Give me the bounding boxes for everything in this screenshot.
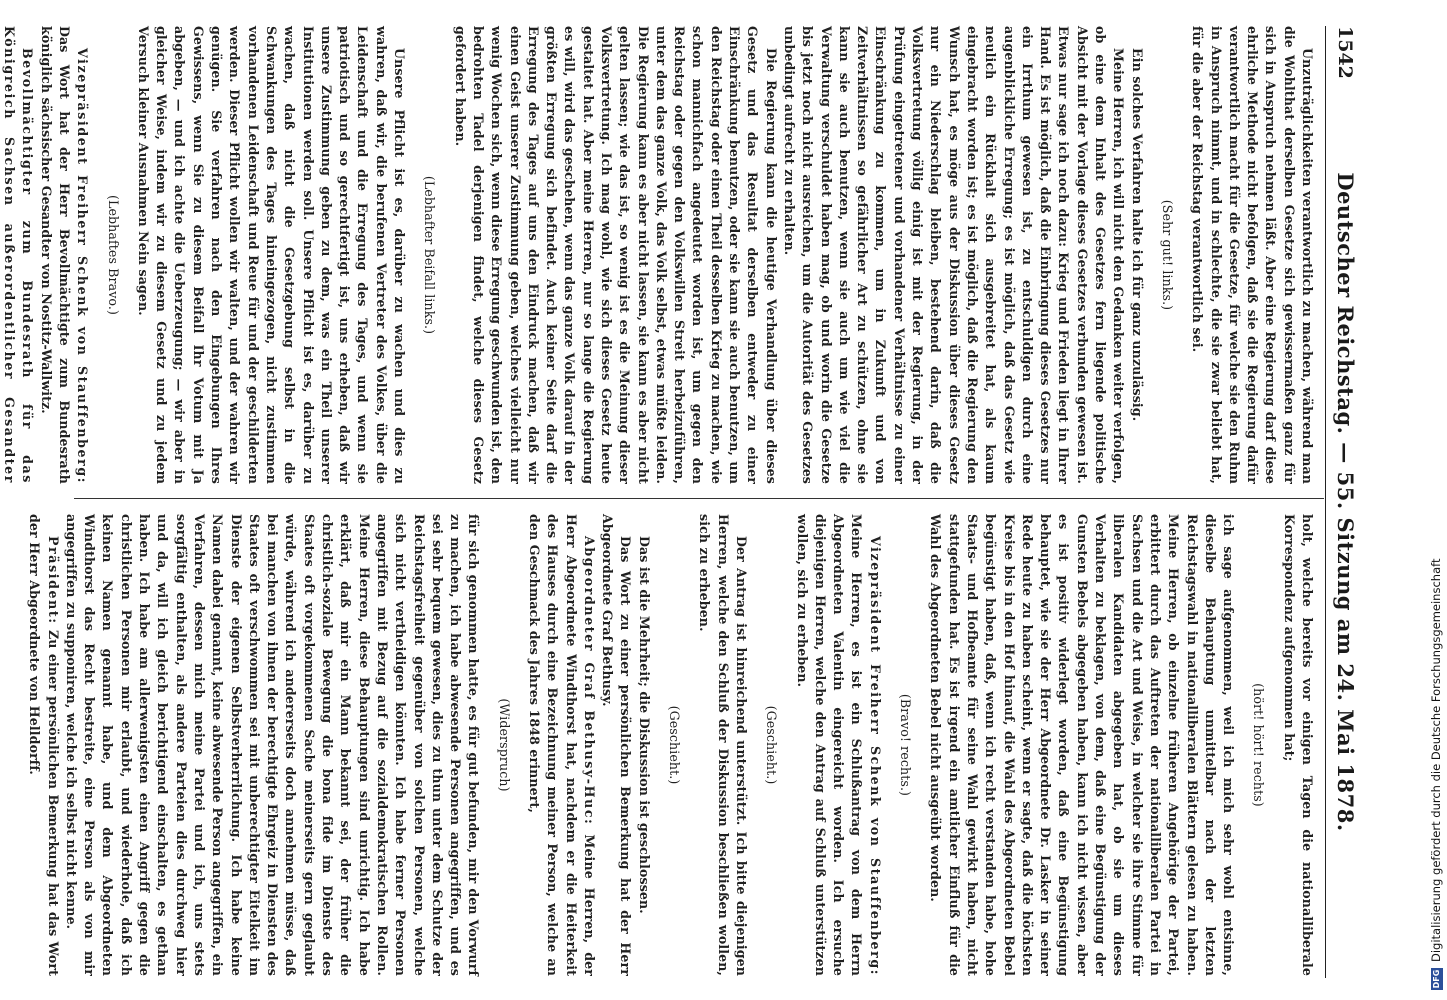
reaction-note: (Bravo! rechts.) (898, 693, 914, 797)
speech-paragraph (36, 26, 91, 484)
reaction-note: (Sehr gut! links.) (1159, 199, 1175, 311)
digitization-credit (1409, 558, 1443, 990)
right-text-column (25, 514, 1316, 976)
body-paragraph: Die Regierung kann die heutige Verhandlung über dieses Gesetz und das Resultat derselben entweder zu einer Einschränkung benutzen, oder sie kann sie auch benutzen, um den Reichstag oder einen Theil desselben Krieg zu machen, wie schon mannichfach angedeutet worden ist, um gegen den Reichstag oder gegen den Volkswillen Streit herbeizuführen, unter dem das ganze Volk, das Volk selbst, etwas müßte leiden. Die Regierung kann es aber nicht lassen, sie kann es aber nicht gelten lassen; wie das ist, so wenig ist es die Meinung dieser Volksvertretung. Ich mag wohl, wie sich dieses Gesetz heute gestaltet hat. Aber meine Herren, nur so lange die Regierung es will, wird das geschehen, wenn das ganze Volk darauf in der größten Erregung sich befindet. Auch keiner Seite darf die Erregung des Tages auf uns den Eindruck machen, daß wir einen Geist unserer Zustimmung geben, welches vielleicht nur wenig Wochen sich, wenn diese Erregung geschwunden ist, den bedrohten Tadel derjenigen findet, welche dieses Gesetz gefordert haben. (452, 26, 779, 484)
speaker-name: Bevollmächtigter zum Bundesrath für das Königreich Sachsen außerordentlicher Gesandter (2, 26, 36, 484)
body-paragraph: Meine Herren, ich will nicht den Gedanken weiter verfolgen, ob eine dem Inhalt des Gesetzes fern liegende politische Absicht mit der Vorlage dieses Gesetzes verbunden gewesen ist. Etwas nur sage ich noch dazu: Krieg und Frieden liegt in Ihrer Hand. Es ist möglich, daß die Einbringung dieses Gesetzes nur ein Irrthum gewesen ist, zu entschuldigen durch eine augenblickliche Erregung; es ist möglich, daß das Gesetz wie neulich ein Rückhalt sich ausgebreitet hat, als kaum eingebracht worden ist; es ist möglich, daß die Regierung den Wunsch hat, es möge aus der Diskussion über dieses Gesetz nur ein Niederschlag bleiben, bestehend darin, daß die Volksvertretung völlig einig ist mit der Regierung, in der Prüfung eingetretener und vorhandener Verhältnisse zu einer Einschränkung zu kommen, um in Zukunft und von Zeitverhältnissen so gefährlicher Art zu schützen, ohne sie kann sie auch benutzen, wenn sie auch um wie viel die Verwaltung verschuldet haben mag, ob und worin die Gesetze bis jetzt noch nicht ausreichen, um die Autorität des Gesetzes unbedingt aufrecht zu erhalten. (781, 26, 1127, 484)
body-paragraph: Das Wort zu einer persönlichen Bemerkung hat der Herr Abgeordnete Graf Bethusy. (600, 514, 634, 976)
speech-text: Meine Herren, es ist ein Schlußantrag von dem Herrn Abgeordneten Valentin eingereicht worden. Ich ersuche diejenigen Herren, welche den Antrag auf Schluß unterstützen wollen, sich zu erheben. (794, 514, 865, 976)
running-title: Deutscher Reichstag. — 55. Sitzung am 24. Mai 1878. (1333, 172, 1358, 832)
speech-text: Meine Herren, der Herr Abgeordnete Windthorst hat, nachdem er die Heiterkeit des Hauses durch eine Bezeichnung meiner Person, welche an den Geschmack des Jahres 1848 erinnert, (527, 514, 597, 976)
speaker-name: Präsident: (45, 536, 61, 625)
reaction-note: (hört! hört! rechts) (1251, 683, 1267, 807)
body-paragraph: Unsere Pflicht ist es, darüber zu wachen und dies zu wahren, daß wir, die berufenen Vertreter des Volkes, über die Leidenschaft und die Erregung des Tages, und wenn sie patriotisch und so gerechtfertigt ist, uns erheben, daß wir unsere Zustimmung geben zu dem, was ein Theil unserer Institutionen werden soll. Unsere Pflicht ist es, darüber zu wachen, daß nicht die Gesetzgebung selbst in die Schwankungen des Tages hineingezogen, nicht zustimmen vorhandenen Leidenschaft und Reue für und der geschilderten werden. Dieser Pflicht wollen wir walten, und der wahren wir genügen. Sie verfahren nach den Eingebungen Ihres Gewissens, wenn Sie zu diesem Beifall Ihr Votum mit Ja abgeben, — und ich achte die Ueberzeugung; — wir aber in gleicher Weise, indem wir zu diesem Gesetz und zu jedem Versuch kleiner Ausnahmen Nein sagen. (135, 26, 408, 484)
reaction-note: (Geschieht.) (764, 705, 780, 785)
speech-text: Das Wort hat der Herr Bevollmächtigte zum Bundesrath königlich sächsischer Gesandter von Nostitz-Wallwitz. (38, 26, 72, 484)
left-text-column (0, 26, 1316, 484)
body-paragraph: für sich genommen hatte, es für gut befunden, mir den Vorwurf zu machen, ich habe abwesende Personen angegriffen, und es sei sehr bequem gewesen, dies zu thun unter dem Schutze der Reichstagsfreiheit gegenüber von solchen Personen, welche sich nicht vertheidigen könnten. Ich habe ferner Personen angegriffen mit Bezug auf die sozialdemokratischen Rollen. Meine Herren, diese Behauptungen sind unrichtig. Ich habe erklärt, daß mir ein Mann bekannt sei, der früher die christlich-soziale Bewegung die bona fide im Dienste des Staates oft vorgekommenen Sache meinerseits gern geglaubt würde, während ich andererseits doch annehmen müsse, daß bei manchen von ihnen der berechtigte Ehrgeiz in Diensten des Staates oft verschwommen sei mit unberechtigter Eitelkeit im Dienste der eigenen Selbstverherrlichung. Ich habe keine Namen dabei genannt, keine abwesende Person angegriffen, ein Verfahren, dessen mich meine Partei und ich, uns stets sorgfältig enthalten, als andere Parteien dies durchweg hier und da, will ich gleich berichtigend einschalten, es gethan haben. Ich habe am allerwenigsten einen Angriff gegen die christlichen Personen mir erlaubt, und wiederhole, daß ich keinen Namen genannt habe, und dem Abgeordneten Windthorst das Recht bestreite, eine Person als von mir angegriffen zu supponiren, welche ich selbst nicht kenne. (63, 514, 482, 976)
speaker-name: Vizepräsident Freiherr Schenk von Stauffenberg: (75, 48, 91, 484)
page-header (1325, 26, 1360, 978)
reaction-note: (Widerspruch) (496, 698, 512, 792)
speech-text: Zu einer persönlichen Bemerkung hat das Wort der Herr Abgeordnete von Helldorff. (27, 514, 61, 976)
reaction-note: (Geschieht.) (667, 705, 683, 785)
column-divider (74, 498, 1324, 499)
page-number: 1542 (1334, 26, 1356, 79)
credit-text: Digitalisierung gefördert durch die Deutsche Forschungsgemeinschaft (1429, 558, 1443, 962)
speech-paragraph (0, 26, 36, 484)
body-paragraph: Das ist die Mehrheit; die Diskussion ist geschlossen. (636, 536, 652, 914)
body-paragraph: Der Antrag ist hinreichend unterstützt. Ich bitte diejenigen Herren, welche den Schluß der Diskussion beschließen wollen, sich zu erheben. (697, 514, 749, 976)
speaker-name: Vizepräsident Freiherr Schenk von Stauffenberg: (867, 536, 883, 976)
reaction-note: (Lebhafter Beifall links.) (422, 175, 438, 335)
body-paragraph: holt, welche bereits vor einigen Tagen die nationalliberale Korrespondenz aufgenommen hat; (1281, 514, 1315, 976)
reaction-note: (Lebhaftes Bravo.) (105, 194, 121, 316)
speaker-name: Abgeordneter Graf Bethusy-Huc: (581, 536, 597, 826)
body-paragraph: Ein solches Verfahren halte ich für ganz unzulässig. (1129, 48, 1145, 422)
body-paragraph: Unzuträglichkeiten verantwortlich zu machen, während man die Wohlthat derselben Gesetze sich gewissermaßen ganz für sich in Anspruch nehmen läßt. Aber eine Regierung darf diese ehrliche Methode nicht befolgen, daß sie die Regierung dafür verantwortlich macht für die Gesetze, für welche sie den Ruhm in Anspruch nimmt, und in schlechte, die sie zwar beliebt hat, für die aber der Reichstag verantwortlich sei. (1190, 26, 1315, 484)
speech-paragraph (525, 514, 598, 976)
speech-paragraph (25, 514, 62, 976)
dfg-logo-icon: DFG (1431, 969, 1441, 989)
body-paragraph: ich sage aufgenommen, weil ich mich sehr wohl entsinne, dieselbe Behauptung unmittelbar nach der letzten Reichstagswahl in nationalliberalen Blättern gelesen zu haben. Meine Herren, ob einzelne früheren Angehörige der Partei, erbittert durch das Auftreten der nationalliberalen Partei in Sachsen und die Art und Weise, in welcher sie ihre Stimme für liberalen Kandidaten abgegeben hat, ob sie um dieses Verhalten zu beklagen, von dem, daß eine Begünstigung der Gunsten Bebels abgegeben haben, kann ich nicht wissen, aber es ist positiv widerlegt worden, daß eine Begünstigung behauptet, wie sie der Herr Abgeordnete Dr. Lasker in seiner Rede heute zu haben scheint, wenn er sagte, daß die höchsten Kreise bis in den Hof hinauf, die Wahl des Abgeordneten Bebel begünstigt haben, daß, wenn ich recht verstanden habe, hohe Staats- und Hofbeamte für seine Wahl gewirkt haben, nicht stattgefunden hat. Es ist irgend ein amtlicher Einfluß für die Wahl des Abgeordneten Bebel nicht ausgeübt worden. (928, 514, 1237, 976)
speech-paragraph (792, 514, 883, 976)
